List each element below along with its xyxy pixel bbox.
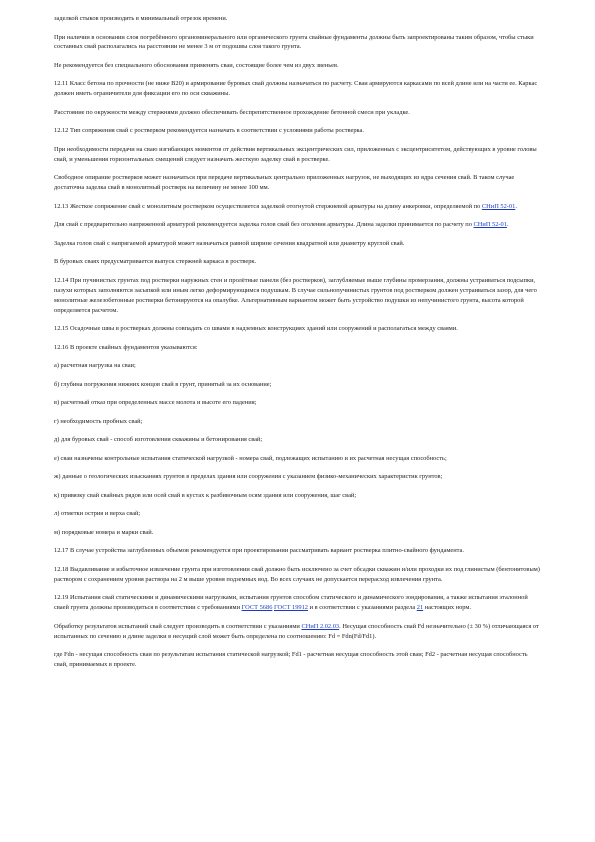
reference-link[interactable]: СНиП 2.02.03 [301, 622, 340, 630]
paragraph: Не рекомендуется без специального обоснования применять сваи, состоящие более чем из двух звеньев. [54, 61, 339, 69]
list-item: б) глубина погружения нижних концов свай в грунт, принятый за их основание; [54, 380, 272, 388]
paragraph: 12.13 Жесткое сопряжение свай с монолитным ростверком осуществляется заделкой отогнутой стержневой арматуры на длину анкеровки, определяемой по СНиП 52-01. [54, 202, 517, 210]
list-item: м) порядковые номера и марки свай. [54, 528, 154, 536]
list-item: е) сваи назначены контрольные испытания статической нагрузкой - номера свай, подлежащих испытанию и их расчетная несущая способность; [54, 454, 447, 462]
list-item: в) расчетный отказ при определенных массе молота и высоте его падения; [54, 399, 257, 407]
list-item: ж) данные о геологических изысканиях грунтов в пределах здания или сооружения с указанием физико-механических характеристик грунтов; [54, 473, 443, 481]
paragraph: 12.16 В проекте свайных фундаментов указываются: [54, 343, 198, 351]
list-item: а) расчетная нагрузка на сваи; [54, 362, 136, 370]
list-item: к) привязку свай свайных рядов или осей свай в кустах к разбивочным осям здания или сооружения, шаг свай; [54, 491, 357, 499]
paragraph: заделкой стыков производить в минимальный отрезок времени. [54, 15, 228, 22]
reference-link[interactable]: ГОСТ 5686 [241, 604, 273, 612]
paragraph: Для свай с предварительно напряженной арматурой рекомендуется заделка голов свай без оголения арматуры. Длина заделки принимается по расчету по СНиП 52-01. [54, 221, 509, 229]
list-item: л) отметки острия и верха свай; [54, 510, 141, 518]
reference-link[interactable]: СНиП 52-01 [481, 202, 516, 210]
paragraph: Заделка голов свай с напрягаемой арматурой может назначаться равной ширине сечения квадратной или диаметру круглой свай. [54, 239, 405, 247]
paragraph: При необходимости передачи на сваю изгибающих моментов от действия вертикальных эксцентрических сил, приложенных с эксцентриситетом, действующих в уровне головы свай, и уменьшения горизонтальных смещений следует назначать жесткую заделку свай в ростверке. [54, 145, 537, 163]
paragraph: 12.18 Выдавливание и избыточное извлечение грунта при изготовлении свай должно быть исключено за счет обсадки скважин и/или проходки их под глинистым (бентонитовым) раствором с сохранением уровня раствора на 2 м выше уровня подземных вод. Во всех случаях не допускается перерасход извлечения грунта. [54, 565, 540, 583]
paragraph: При наличии в основании слоя погребённого органоминерального или органического грунта свайные фундаменты должны быть запроектированы таким образом, чтобы стыки составных свай располагались на расстоянии не менее 3 м от подошвы слоя такого грунта. [54, 33, 534, 51]
list-item: г) необходимость пробных свай; [54, 417, 143, 425]
reference-link[interactable]: СНиП 52-01 [473, 221, 507, 229]
paragraph: Обработку результатов испытаний свай следует производить в соответствии с указаниями СНиП 2.02.03. Несущая способность свай Fd незначительно (± 30 %) отличающаяся от испытанных по сечению и длине заделки в несущий слой может быть определена по соотношению: Fd = Fdn(Fd/Fd1). [54, 622, 539, 640]
list-item: д) для буровых свай - способ изготовления скважины и бетонирования свай; [54, 436, 263, 444]
paragraph: где Fdn - несущая способность сваи по результатам испытания статической нагрузкой; Fd1 - расчетная несущая способность этой сваи; Fd2 - расчетная несущая способность свай, принимаемых в проекте. [54, 651, 528, 669]
paragraph: 12.12 Тип сопряжения свай с ростверком рекомендуется назначать в соответствии с условиями работы ростверка. [54, 127, 364, 135]
paragraph: Свободное опирание ростверков может назначаться при передаче вертикальных центрально приложенных нагрузок, не выходящих из ядра сечения свай. В таком случае достаточна заделка свай в монолитный ростверк на величину не менее 100 мм. [54, 174, 515, 192]
paragraph: 12.17 В случае устройства заглубленных объемов рекомендуется при проектировании рассматривать вариант ростверка плитно-свайного фундамента. [54, 547, 464, 555]
paragraph: 12.11 Класс бетона по прочности (не ниже В20) и армирование буровых свай должны назначаться по расчету. Сваи армируются каркасами по всей длине или на части ее. Каркас должен иметь ограничители для фиксации его по оси скважины. [54, 80, 538, 98]
paragraph: 12.14 При пучинистых грунтах под ростверки наружных стен и пролётные панели (без ростверков), заглубляемые выше глубины промерзания, должны устраиваться подсыпки, пазухи которых заполняются засыпкой или иным легко деформирующимся подушкам. В случае сильнопучинистых грунтов под ростверком должен устраиваться зазор, для чего монолитные железобетонные ростверки бетонируются на опалубке. Альтернативным вариантом может быть устройство подушки из непучинистого грунта, высота которой определяется расчетом. [54, 276, 537, 314]
paragraph: 12.15 Осадочные швы в ростверках должны совпадать со швами в надземных конструкциях зданий или сооружений и располагаться между сваями. [54, 325, 458, 333]
reference-link[interactable]: 21 [416, 604, 424, 612]
paragraph: Расстояние по окружности между стержнями должно обеспечивать беспрепятственное прохождение бетонной смеси при укладке. [54, 108, 410, 116]
reference-link[interactable]: ГОСТ 19912 [274, 604, 308, 612]
paragraph: 12.19 Испытания свай статическими и динамическими нагрузками, испытания грунтов способом статического и динамического зондирования, а также испытания эталонной сваей грунта должны производиться в соответствии с требованиями ГОСТ 5686 ГОСТ 19912 и в соответствии с указаниями раздела 21 настоящих норм. [54, 594, 528, 612]
paragraph: В буровых сваях предусматривается выпуск стержней каркаса в ростверк. [54, 258, 257, 266]
